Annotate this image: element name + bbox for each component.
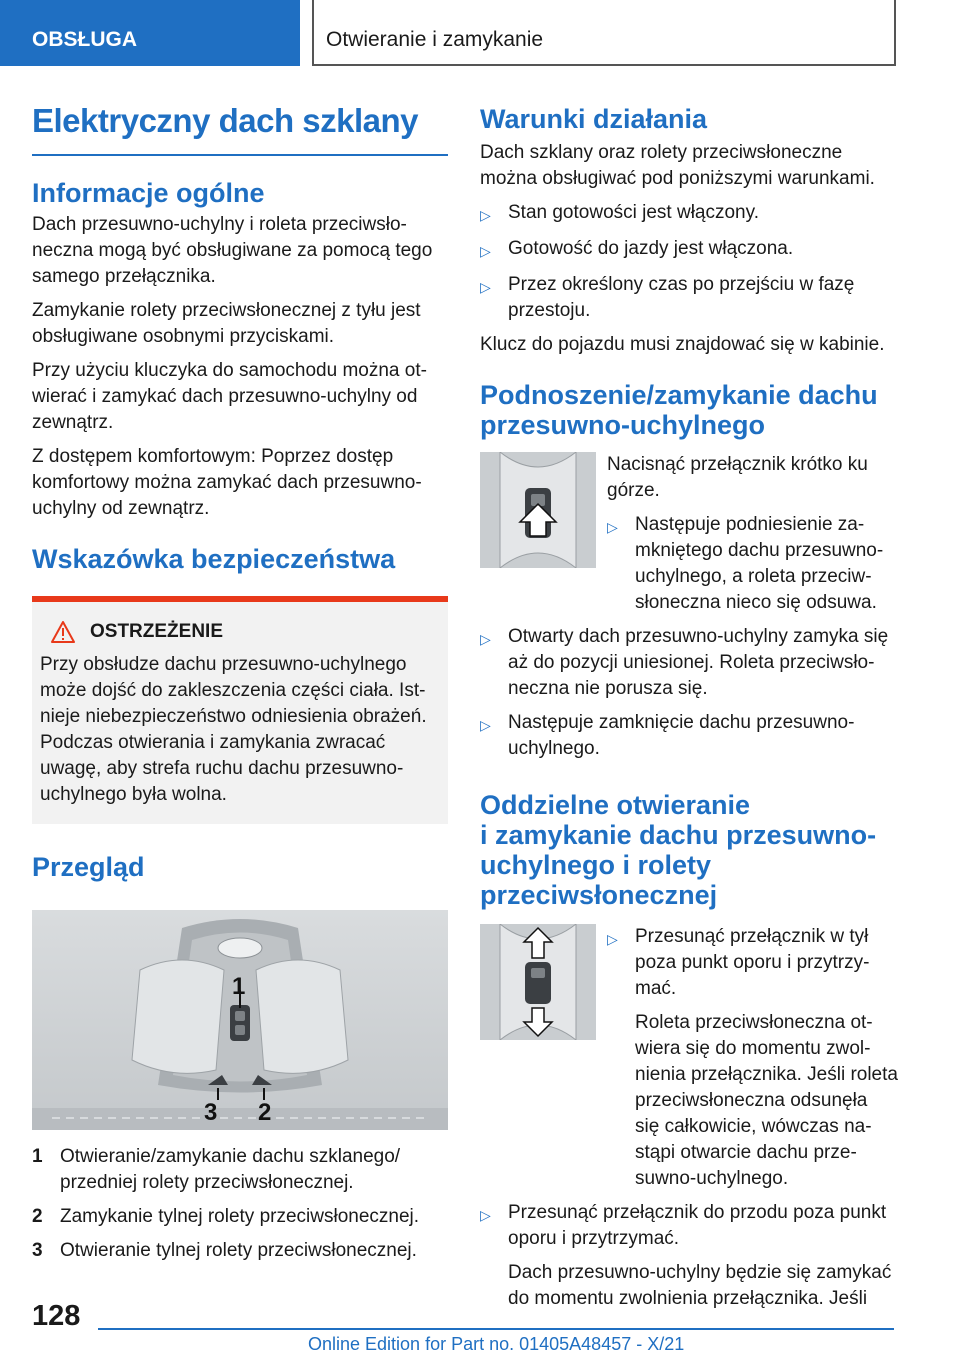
conditions-intro: Dach szklany oraz rolety przeciwsłoneczne można obsługiwać pod poniższymi warunkami. <box>480 142 875 189</box>
warning-box <box>32 596 448 824</box>
conditions-list <box>480 200 898 324</box>
edition-text: Online Edition for Part no. 01405A48457 - X/21 <box>308 1334 685 1354</box>
raise-instruction: Nacisnąć przełącznik krótko ku górze. <box>607 454 868 501</box>
heading-separate: Oddzielne otwieranie i zamykanie dachu przesuwno- uchylnego i rolety przeciwsłonecznej <box>480 790 877 910</box>
callout-1: 1 <box>232 973 246 1000</box>
heading-overview: Przegląd <box>32 852 145 882</box>
general-paragraph-4: Z dostępem komfortowym: Poprzez dostęp komfortowy można zamykać dach przesuwno- uchylny od zewnątrz. <box>32 446 422 519</box>
general-paragraph-3: Przy użyciu kluczyka do samochodu można ot- wierać i zamykać dach przesuwno-uchylny od zewnątrz. <box>32 360 427 433</box>
separate-bullet-1: ▷ Przesunąć przełącznik w tył poza punkt oporu i przytrzy- mać. <box>607 926 870 999</box>
switch-up-image <box>480 452 596 568</box>
general-paragraph-1: Dach przesuwno-uchylny i roleta przeciwsło- neczna mogą być obsługiwane za pomocą tego samego przełącznika. <box>32 214 433 287</box>
callout-2: 2 <box>258 1099 272 1126</box>
chapter-title: Otwieranie i zamykanie <box>312 0 896 66</box>
heading-general: Informacje ogólne <box>32 178 265 208</box>
page-number: 128 <box>32 1300 81 1332</box>
right-column <box>480 100 898 1312</box>
callout-3: 3 <box>204 1099 218 1126</box>
raise-bullet-3: ▷ Następuje zamknięcie dachu przesuwno- uchylnego. <box>480 712 855 759</box>
left-column <box>32 100 448 1264</box>
separate-note-2: Dach przesuwno-uchylny będzie się zamykać do momentu zwolnienia przełącznika. Jeśli <box>508 1262 892 1309</box>
warning-triangle-icon <box>50 620 76 644</box>
overview-list <box>32 1144 448 1264</box>
overview-item-2: 2 Zamykanie tylnej rolety przeciwsłonecznej. <box>32 1206 420 1227</box>
raise-bullet-1: ▷ Następuje podniesienie za- mkniętego dachu przesuwno- uchylnego, a roleta przeciw- słoneczna nieco się odsuwa. <box>607 514 884 613</box>
condition-item-2: ▷ Gotowość do jazdy jest włączona. <box>480 238 794 259</box>
overview-image <box>32 910 448 1130</box>
separate-bullet-2: ▷ Przesunąć przełącznik do przodu poza punkt oporu i przytrzymać. <box>480 1202 887 1249</box>
warning-text: Przy obsłudze dachu przesuwno-uchylnego może dojść do zakleszczenia części ciała. Ist- nieje niebezpieczeństwo odniesienia obrażeń. Podczas otwierania i zamykania zwracać uwagę, aby strefa ruchu dachu przesuwno- uchylnego była wolna. <box>40 654 427 805</box>
overview-item-1: 1 Otwieranie/zamykanie dachu szklanego/ przedniej rolety przeciwsłonecznej. <box>32 1146 401 1193</box>
section-tab: OBSŁUGA <box>0 0 300 66</box>
title-rule <box>32 154 448 156</box>
raise-bullet-2: ▷ Otwarty dach przesuwno-uchylny zamyka się aż do pozycji uniesionej. Roleta przeciwsło- neczna nie porusza się. <box>480 626 889 699</box>
condition-item-1: ▷ Stan gotowości jest włączony. <box>480 202 759 223</box>
overview-item-3: 3 Otwieranie tylnej rolety przeciwsłonecznej. <box>32 1240 417 1261</box>
heading-safety: Wskazówka bezpieczeństwa <box>32 544 396 574</box>
separate-note-1: Roleta przeciwsłoneczna ot- wiera się do momentu zwol- nienia przełącznika. Jeśli roleta przeciwsłoneczna odsunęła się całkowicie, wówczas na- stąpi otwarcie dachu prze- suwno-uchylnego. <box>635 1012 898 1189</box>
heading-raise: Podnoszenie/zamykanie dachu przesuwno-uchylnego <box>480 380 878 440</box>
heading-conditions: Warunki działania <box>480 104 708 134</box>
page-title: Elektryczny dach szklany <box>32 102 419 139</box>
footer-rule <box>98 1328 894 1330</box>
warning-title: OSTRZEŻENIE <box>90 621 224 642</box>
conditions-outro: Klucz do pojazdu musi znajdować się w kabinie. <box>480 334 885 355</box>
switch-slide-image <box>480 924 596 1040</box>
general-paragraph-2: Zamykanie rolety przeciwsłonecznej z tyłu jest obsługiwane osobnymi przyciskami. <box>32 300 421 347</box>
condition-item-3: ▷ Przez określony czas po przejściu w fazę przestoju. <box>480 274 855 321</box>
